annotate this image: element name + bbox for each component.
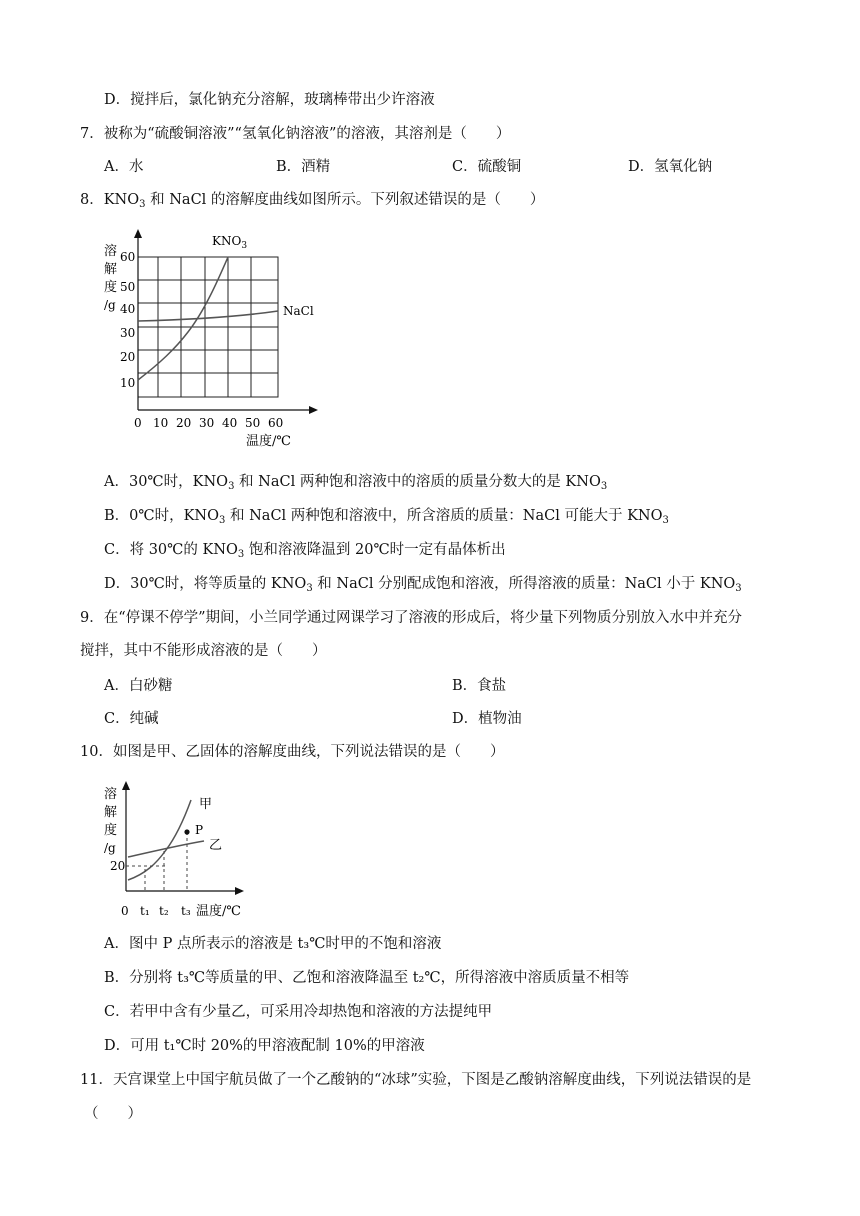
q7-option-c: C．硫酸铜 [452, 159, 522, 175]
q10-xtick: t₂ [159, 904, 169, 918]
q10-x-arrow-icon [235, 887, 244, 895]
q10-option-a: A．图中 P 点所表示的溶液是 t₃℃时甲的不饱和溶液 [104, 936, 442, 952]
q9-option-d: D．植物油 [452, 711, 522, 727]
q9-options-row-1 [104, 676, 824, 696]
q10-xtick: t₁ [140, 904, 150, 918]
q9-option-c: C．纯碱 [104, 711, 159, 727]
q8-ytick: 40 [120, 302, 136, 316]
q8-stem: 8．$KNO_3$ 和 NaCl 的溶解度曲线如图所示。下列叙述错误的是（ ） [80, 192, 545, 210]
q8-ytick: 10 [120, 376, 136, 390]
q10-xtick: 0 [121, 904, 129, 918]
q10-option-c: C．若甲中含有少量乙，可采用冷却热饱和溶液的方法提纯甲 [104, 1004, 493, 1020]
q8-ytick: 30 [120, 326, 136, 340]
q8-ytick: 60 [120, 250, 136, 264]
q8-nacl-label: NaCl [283, 304, 314, 318]
q8-kno3-label: $KNO_3$ [212, 234, 248, 251]
q10-jia-label: 甲 [199, 797, 213, 812]
q7-option-b: B．酒精 [276, 159, 331, 175]
q8-nacl-curve [138, 311, 278, 321]
q8-ytick: 50 [120, 280, 136, 294]
q9-option-b: B．食盐 [452, 678, 507, 694]
q9-stem-line-2: 搅拌，其中不能形成溶液的是（ ） [80, 643, 327, 659]
q7-option-a: A．水 [104, 159, 144, 175]
q10-ylabel-2: 解 [104, 805, 118, 820]
q8-option-b: B．0℃时，$KNO_3$ 和 NaCl 两种饱和溶液中，所含溶质的质量：NaCl 可能大于 $KNO_3$ [104, 508, 669, 526]
q10-option-d: D．可用 t₁℃时 20%的甲溶液配制 10%的甲溶液 [104, 1038, 425, 1054]
q8-xtick: 50 [245, 416, 261, 430]
q9-stem-line-1: 9．在“停课不停学”期间，小兰同学通过网课学习了溶液的形成后，将少量下列物质分别放入水中并充分 [80, 610, 743, 626]
q8-ytick: 20 [120, 350, 136, 364]
q8-grid [138, 257, 278, 397]
q10-p-label: P [195, 823, 204, 837]
q10-yi-curve [128, 841, 204, 857]
q10-ylabel-3: 度 [104, 823, 118, 838]
q8-x-arrow-icon [309, 406, 318, 414]
q8-xtick: 60 [268, 416, 284, 430]
q10-ytick: 20 [110, 859, 126, 873]
q8-ylabel-4: /g [104, 298, 116, 312]
q8-option-a: A．30℃时，$KNO_3$ 和 NaCl 两种饱和溶液中的溶质的质量分数大的是 $KNO_3$ [104, 474, 608, 492]
q8-ylabel-3: 度 [104, 280, 118, 295]
q10-xlabel: 温度/℃ [196, 904, 241, 919]
q10-stem: 10．如图是甲、乙固体的溶解度曲线，下列说法错误的是（ ） [80, 744, 505, 760]
q10-xtick: t₃ [181, 904, 191, 918]
q8-solubility-chart [100, 225, 340, 455]
q10-jia-curve [128, 800, 191, 880]
q8-xtick: 40 [222, 416, 238, 430]
q7-options [104, 157, 824, 177]
q7-stem: 7．被称为“硫酸铜溶液”“氢氧化钠溶液”的溶液，其溶剂是（ ） [80, 126, 511, 142]
q8-xtick: 30 [199, 416, 215, 430]
q8-kno3-curve [138, 257, 228, 380]
q10-point-p [184, 829, 189, 834]
q10-option-b: B．分别将 t₃℃等质量的甲、乙饱和溶液降温至 t₂℃，所得溶液中溶质质量不相等 [104, 970, 630, 986]
q6-option-d: D．搅拌后，氯化钠充分溶解，玻璃棒带出少许溶液 [104, 92, 435, 108]
q10-ylabel-4: /g [104, 841, 116, 855]
q8-option-d: D．30℃时，将等质量的 $KNO_3$ 和 NaCl 分别配成饱和溶液，所得溶液的质量：NaCl 小于 $KNO_3$ [104, 576, 742, 594]
q8-option-c: C．将 30℃的 $KNO_3$ 饱和溶液降温到 20℃时一定有晶体析出 [104, 542, 506, 560]
q11-stem-line-2: （ ） [84, 1106, 142, 1122]
q8-ylabel-2: 解 [104, 262, 118, 277]
q7-option-d: D．氢氧化钠 [628, 159, 713, 175]
q10-ylabel-1: 溶 [104, 787, 118, 802]
q8-ylabel-1: 溶 [104, 244, 118, 259]
q11-stem-line-1: 11．天宫课堂上中国宇航员做了一个乙酸钠的“冰球”实验，下图是乙酸钠溶解度曲线，下列说法错误的是 [80, 1072, 752, 1088]
q8-xtick: 10 [153, 416, 169, 430]
q8-y-arrow-icon [134, 229, 142, 238]
q8-xlabel: 温度/℃ [246, 434, 291, 449]
q8-xtick: 20 [176, 416, 192, 430]
q8-xtick: 0 [134, 416, 142, 430]
q9-option-a: A．白砂糖 [104, 678, 173, 694]
q10-y-arrow-icon [122, 781, 130, 790]
q10-yi-label: 乙 [209, 838, 223, 853]
q9-options-row-2 [104, 709, 824, 729]
q10-solubility-chart [100, 778, 260, 928]
